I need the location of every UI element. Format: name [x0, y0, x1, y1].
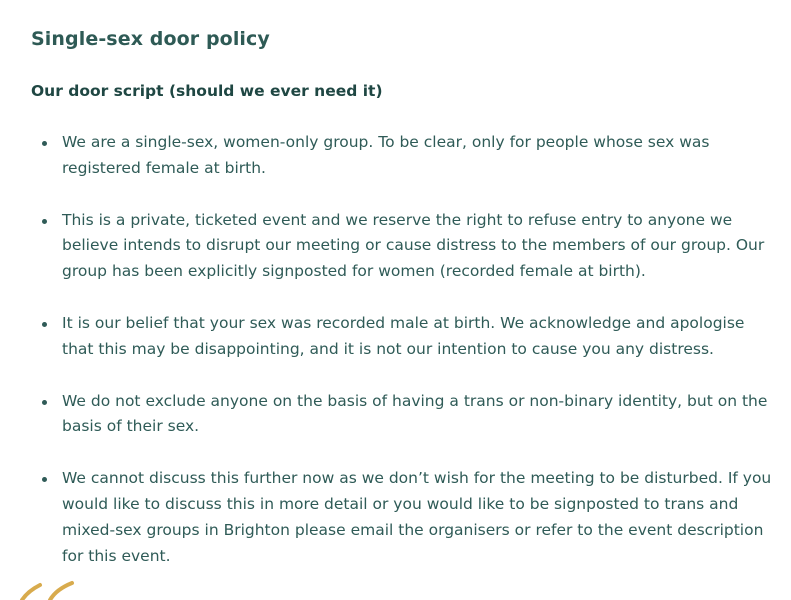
- door-script-list: [31, 130, 776, 569]
- brush-stroke-right: [50, 583, 72, 600]
- list-item: [31, 311, 776, 363]
- list-item: [31, 130, 776, 182]
- list-item-text: It is our belief that your sex was recorded male at birth. We acknowledge and apologise that this may be disappointing, and it is not our intention to cause you any distress.: [62, 313, 745, 358]
- page-title: Single-sex door policy: [31, 28, 270, 50]
- list-item-text: This is a private, ticketed event and we reserve the right to refuse entry to anyone we believe intends to disrupt our meeting or cause distress to the members of our group. Our group has been explicitly signposted for women (recorded female at birth).: [62, 210, 765, 281]
- list-item: [31, 389, 776, 441]
- list-item-text: We do not exclude anyone on the basis of having a trans or non-binary identity, but on the basis of their sex.: [62, 391, 768, 436]
- bullet-dot-icon: [42, 322, 47, 327]
- bullet-dot-icon: [42, 141, 47, 146]
- bullet-dot-icon: [42, 400, 47, 405]
- list-item-text: We are a single-sex, women-only group. To be clear, only for people whose sex was registered female at birth.: [62, 133, 710, 177]
- bullet-dot-icon: [42, 477, 47, 482]
- gold-brush-strokes-icon: [14, 580, 84, 600]
- list-item-text: We cannot discuss this further now as we don’t wish for the meeting to be disturbed. If you would like to discuss this in more detail or you would like to be signposted to trans and mixed-sex groups in Brighton please email the organisers or refer to the event description for this event.: [62, 469, 772, 565]
- list-item: [31, 466, 776, 569]
- bullet-dot-icon: [42, 219, 47, 224]
- section-subtitle: Our door script (should we ever need it): [31, 82, 383, 100]
- list-item: [31, 208, 776, 285]
- brush-stroke-left: [22, 585, 40, 600]
